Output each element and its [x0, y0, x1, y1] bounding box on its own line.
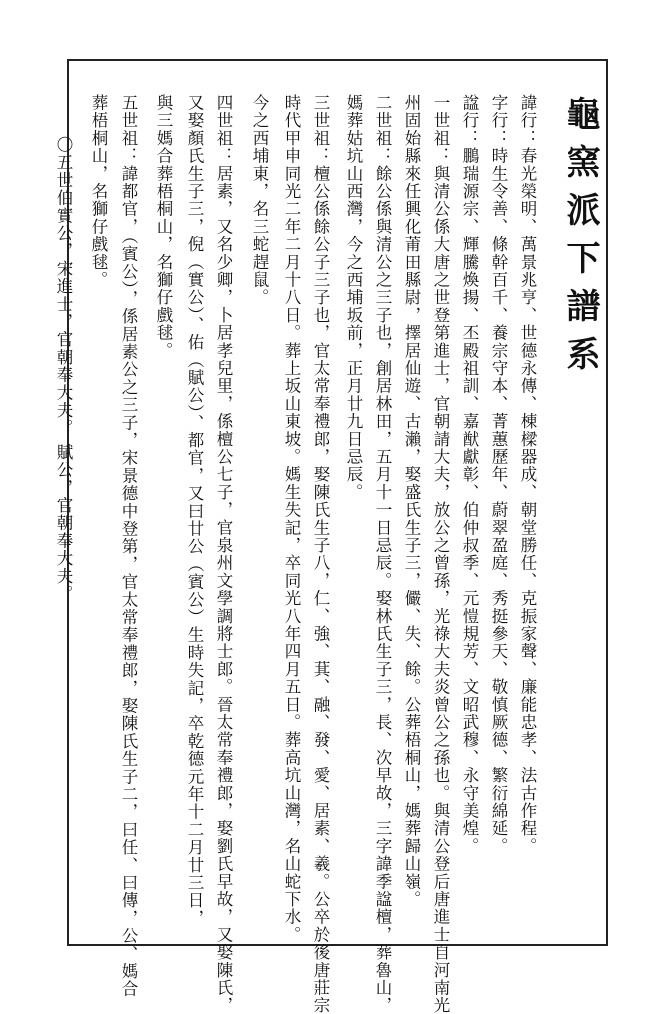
page-title: 龜窯派下譜系	[560, 96, 600, 384]
text-column: 州固始縣來任興化莆田縣尉，擇居仙遊、古瀨，娶盛氏生子三，儼、失、餘。公葬梧桐山，媽葬歸山嶺。	[402, 94, 421, 909]
text-column: 今之西埔東，名三蛇趕鼠。	[250, 94, 269, 307]
text-column: 又娶顏氏生子三，倪（實公）、佑（賦公）、都官，又曰廿公（賓公）生時失記，卒乾德元年十二月廿三日，	[185, 94, 204, 928]
text-column: 四世祖：居素，又名少卿，卜居孝兒里，係檀公七子，官泉州文學調將士郎。晉太常奉禮郎，娶劉氏早故，又娶陳氏，	[214, 94, 233, 1014]
text-column: 三世祖：檀公係餘公子三子也，官太常奉禮郎，娶陳氏生子八，仁、強、萁、融、發、愛、居素、羲。公卒於後唐莊宗	[311, 94, 330, 1014]
text-column: 與三媽合葬梧桐山，名獅仔戲毬。	[154, 94, 173, 360]
text-column: 二世祖：餘公係與清公之三子也，創居林田，五月十一日忌辰。娶林氏生子三，長、次早故，三字諱季諡檀，葬魯山，	[373, 94, 392, 1014]
text-column: 葬梧桐山，名獅仔戲毬。	[89, 94, 108, 289]
text-column: 字行：時生令善、條幹百千、養宗守本、菁蕙歷年、蔚翠盈庭、秀挺參天、敬慎厥德、繁衍綿延。	[489, 94, 508, 856]
text-column: 諡行：鵬瑞源宗、輝騰煥揚、丕殿祖訓、嘉猷獻彰、伯仲叔季、元愷規芳、文昭武穆、永守美煌。	[460, 94, 479, 856]
text-column: 諱行：春光榮明、萬景兆亨、世德永傳、棟樑器成、朝堂勝任、克振家聲、廉能忠孝、法古作程。	[518, 94, 537, 856]
text-column: 一世祖：與清公係大唐之世登第進士，官朝請大夫，放公之曾孫，光祿大夫炎曾公之孫也。與清公登后唐進士自河南光	[431, 94, 450, 1014]
text-column: 媽葬姑坑山西灣，今之西埔坂前，正月廿九日忌辰。	[344, 94, 363, 502]
text-column: 〇五世伯實公，宋進士，官朝奉大夫。 賦公，官朝奉大夫。	[54, 136, 73, 603]
text-column: 時代甲申同光二年二月十八日。葬上坂山東坡。媽生失記，卒同光八年四月五日。葬高坑山灣，名山蛇下水。	[282, 94, 301, 944]
text-column: 五世祖：諱都官，（賓公），係居素公之三子，宋景德中登第，官太常奉禮郎，娶陳氏生子二，曰任、曰傳，公、媽合	[119, 94, 138, 998]
